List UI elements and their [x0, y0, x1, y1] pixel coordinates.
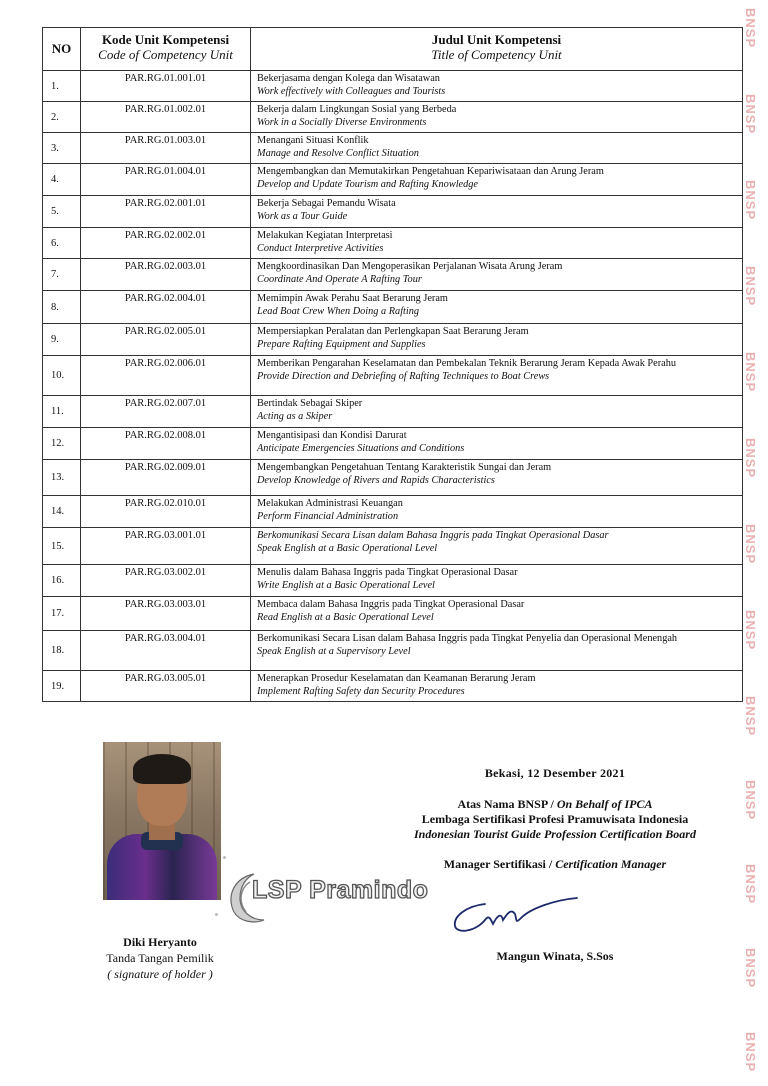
table-row: [43, 396, 743, 428]
row-title-id: Memimpin Awak Perahu Saat Berarung Jeram: [257, 293, 448, 304]
row-no: 6.: [43, 228, 81, 259]
row-title-id: Bekerja Sebagai Pemandu Wisata: [257, 198, 396, 209]
row-title-id: Melakukan Kegiatan Interpretasi: [257, 230, 393, 241]
row-title: [251, 396, 743, 428]
row-title-id: Memberikan Pengarahan Keselamatan dan Pembekalan Teknik Berarung Jeram Kepada Awak Perahu: [257, 358, 677, 369]
row-title-id: Menangani Situasi Konflik: [257, 135, 369, 146]
bnsp-watermark: BNSP: [743, 696, 758, 737]
row-title: [251, 528, 743, 565]
table-row: [43, 460, 743, 496]
row-title-en: Implement Rafting Safety dan Security Procedures: [257, 685, 465, 697]
table-row: [43, 102, 743, 133]
signer-name: Mangun Winata, S.Sos: [496, 949, 614, 963]
row-title-id: Bekerjasama dengan Kolega dan Wisatawan: [257, 73, 440, 84]
row-title-en: Perform Financial Administration: [257, 510, 399, 522]
header-title-en: Title of Competency Unit: [431, 47, 562, 62]
row-no: 13.: [43, 460, 81, 496]
row-title-id: Bertindak Sebagai Skiper: [257, 398, 363, 409]
header-code-id: Kode Unit Kompetensi: [101, 32, 230, 47]
table-row: [43, 428, 743, 460]
row-title-id: Menulis dalam Bahasa Inggris pada Tingkat Operasional Dasar: [257, 567, 518, 578]
manager-signature-icon: [445, 890, 585, 938]
role-en: Certification Manager: [555, 857, 667, 871]
row-no: 11.: [43, 396, 81, 428]
row-title: [251, 631, 743, 671]
row-no: 12.: [43, 428, 81, 460]
bnsp-watermark: BNSP: [743, 8, 758, 49]
table-row: [43, 228, 743, 259]
header-code-en: Code of Competency Unit: [98, 47, 233, 62]
table-header-row: [43, 28, 743, 71]
row-code: PAR.RG.02.009.01: [81, 460, 251, 496]
row-title-en: Anticipate Emergencies Situations and Conditions: [257, 442, 465, 454]
row-no: 4.: [43, 164, 81, 196]
table-row: [43, 671, 743, 702]
role-id: Manager Sertifikasi /: [443, 857, 553, 871]
row-title-id: Berkomunikasi Secara Lisan dalam Bahasa Inggris pada Tingkat Operasional Dasar: [257, 530, 609, 541]
table-body: [43, 71, 743, 702]
row-no: 17.: [43, 597, 81, 631]
row-no: 19.: [43, 671, 81, 702]
bnsp-watermark: BNSP: [743, 780, 758, 821]
holder-signature-block: [70, 934, 250, 982]
holder-label-en: ( signature of holder ): [107, 967, 213, 981]
bnsp-watermark: BNSP: [743, 94, 758, 135]
row-title: [251, 133, 743, 164]
row-no: 5.: [43, 196, 81, 228]
row-title: [251, 324, 743, 356]
row-title-id: Mempersiapkan Peralatan dan Perlengkapan Saat Berarung Jeram: [257, 326, 529, 337]
table-row: [43, 259, 743, 291]
row-no: 10.: [43, 356, 81, 396]
row-no: 8.: [43, 291, 81, 324]
row-title-en: Write English at a Basic Operational Level: [257, 579, 435, 591]
row-title-en: Work in a Socially Diverse Environments: [257, 116, 427, 128]
behalf-id: Atas Nama BNSP /: [457, 797, 554, 811]
bnsp-watermark: BNSP: [743, 266, 758, 307]
table-row: [43, 196, 743, 228]
row-title: [251, 496, 743, 528]
bnsp-watermark: BNSP: [743, 610, 758, 651]
bnsp-watermark: BNSP: [743, 180, 758, 221]
row-title-en: Develop and Update Tourism and Rafting Knowledge: [257, 178, 478, 190]
table-row: [43, 565, 743, 597]
holder-photo: [103, 742, 221, 900]
behalf-en: On Behalf of IPCA: [556, 797, 653, 811]
row-code: PAR.RG.02.008.01: [81, 428, 251, 460]
row-code: PAR.RG.03.002.01: [81, 565, 251, 597]
row-title: [251, 671, 743, 702]
row-title-id: Membaca dalam Bahasa Inggris pada Tingkat Operasional Dasar: [257, 599, 525, 610]
row-title-en: Manage and Resolve Conflict Situation: [257, 147, 419, 159]
row-title-id: Mengembangkan dan Memutakirkan Pengetahuan Kepariwisataan dan Arung Jeram: [257, 166, 604, 177]
org-en: Indonesian Tourist Guide Profession Certification Board: [414, 827, 696, 841]
table-row: [43, 597, 743, 631]
row-title: [251, 71, 743, 102]
row-code: PAR.RG.02.002.01: [81, 228, 251, 259]
row-title-en: Conduct Interpretive Activities: [257, 242, 384, 254]
row-code: PAR.RG.01.003.01: [81, 133, 251, 164]
row-title-en: Lead Boat Crew When Doing a Rafting: [257, 305, 420, 317]
table-row: [43, 291, 743, 324]
table-row: [43, 528, 743, 565]
row-title: [251, 291, 743, 324]
header-title: [251, 28, 743, 71]
row-title: [251, 228, 743, 259]
row-code: PAR.RG.03.004.01: [81, 631, 251, 671]
row-code: PAR.RG.01.004.01: [81, 164, 251, 196]
table-row: [43, 133, 743, 164]
row-title-en: Coordinate And Operate A Rafting Tour: [257, 273, 422, 285]
table-row: [43, 324, 743, 356]
row-title-id: Mengantisipasi dan Kondisi Darurat: [257, 430, 407, 441]
scan-speck: [223, 856, 226, 859]
row-code: PAR.RG.02.003.01: [81, 259, 251, 291]
row-title: [251, 102, 743, 133]
row-title-en: Prepare Rafting Equipment and Supplies: [257, 338, 426, 350]
row-title: [251, 356, 743, 396]
table-row: [43, 356, 743, 396]
header-no: NO: [43, 28, 81, 71]
row-no: 16.: [43, 565, 81, 597]
scan-speck: [215, 913, 218, 916]
logo-text: LSP Pramindo: [252, 876, 429, 904]
row-code: PAR.RG.03.001.01: [81, 528, 251, 565]
row-title-en: Work effectively with Colleagues and Tourists: [257, 85, 446, 97]
row-no: 2.: [43, 102, 81, 133]
row-no: 15.: [43, 528, 81, 565]
org-id: Lembaga Sertifikasi Profesi Pramuwisata Indonesia: [421, 812, 689, 826]
row-code: PAR.RG.02.005.01: [81, 324, 251, 356]
row-title-en: Provide Direction and Debriefing of Rafting Techniques to Boat Crews: [257, 370, 550, 382]
row-code: PAR.RG.01.001.01: [81, 71, 251, 102]
row-title: [251, 164, 743, 196]
bnsp-watermark: BNSP: [743, 948, 758, 989]
header-title-id: Judul Unit Kompetensi: [431, 32, 562, 47]
issuer-behalf-block: [360, 797, 750, 842]
row-code: PAR.RG.03.003.01: [81, 597, 251, 631]
holder-name: Diki Heryanto: [123, 935, 197, 949]
row-title: [251, 597, 743, 631]
row-title-en: Work as a Tour Guide: [257, 210, 348, 222]
row-title: [251, 460, 743, 496]
row-code: PAR.RG.02.001.01: [81, 196, 251, 228]
table-row: [43, 71, 743, 102]
table-row: [43, 164, 743, 196]
bnsp-watermark: BNSP: [743, 438, 758, 479]
row-code: PAR.RG.02.010.01: [81, 496, 251, 528]
row-code: PAR.RG.01.002.01: [81, 102, 251, 133]
row-no: 7.: [43, 259, 81, 291]
row-title-en: Develop Knowledge of Rivers and Rapids Characteristics: [257, 474, 495, 486]
row-no: 14.: [43, 496, 81, 528]
row-no: 9.: [43, 324, 81, 356]
row-title-en: Speak English at a Supervisory Level: [257, 645, 411, 657]
place-date: Bekasi, 12 Desember 2021: [484, 766, 626, 780]
row-title-en: Acting as a Skiper: [257, 410, 333, 422]
row-title: [251, 259, 743, 291]
row-no: 3.: [43, 133, 81, 164]
row-no: 18.: [43, 631, 81, 671]
row-no: 1.: [43, 71, 81, 102]
table-row: [43, 631, 743, 671]
row-title: [251, 428, 743, 460]
row-title-id: Berkomunikasi Secara Lisan dalam Bahasa Inggris pada Tingkat Penyelia dan Operasional Menengah: [257, 633, 678, 644]
header-code: [81, 28, 251, 71]
row-title-id: Bekerja dalam Lingkungan Sosial yang Berbeda: [257, 104, 457, 115]
bnsp-watermark: BNSP: [743, 1032, 758, 1073]
row-code: PAR.RG.02.004.01: [81, 291, 251, 324]
table-row: [43, 496, 743, 528]
bnsp-watermark: BNSP: [743, 524, 758, 565]
row-code: PAR.RG.03.005.01: [81, 671, 251, 702]
row-title: [251, 196, 743, 228]
row-title-id: Melakukan Administrasi Keuangan: [257, 498, 403, 509]
row-title-id: Mengembangkan Pengetahuan Tentang Karakteristik Sungai dan Jeram: [257, 462, 552, 473]
row-title-id: Mengkoordinasikan Dan Mengoperasikan Perjalanan Wisata Arung Jeram: [257, 261, 563, 272]
row-title-en: Speak English at a Basic Operational Level: [257, 542, 438, 554]
row-code: PAR.RG.02.006.01: [81, 356, 251, 396]
manager-title: [360, 857, 750, 872]
row-title: [251, 565, 743, 597]
row-title-en: Read English at a Basic Operational Level: [257, 611, 434, 623]
row-code: PAR.RG.02.007.01: [81, 396, 251, 428]
competency-table: [42, 27, 743, 702]
row-title-id: Menerapkan Prosedur Keselamatan dan Keamanan Berarung Jeram: [257, 673, 536, 684]
bnsp-watermark: BNSP: [743, 352, 758, 393]
bnsp-watermark: BNSP: [743, 864, 758, 905]
holder-label-id: Tanda Tangan Pemilik: [106, 951, 214, 965]
lsp-pramindo-logo: [224, 870, 454, 926]
